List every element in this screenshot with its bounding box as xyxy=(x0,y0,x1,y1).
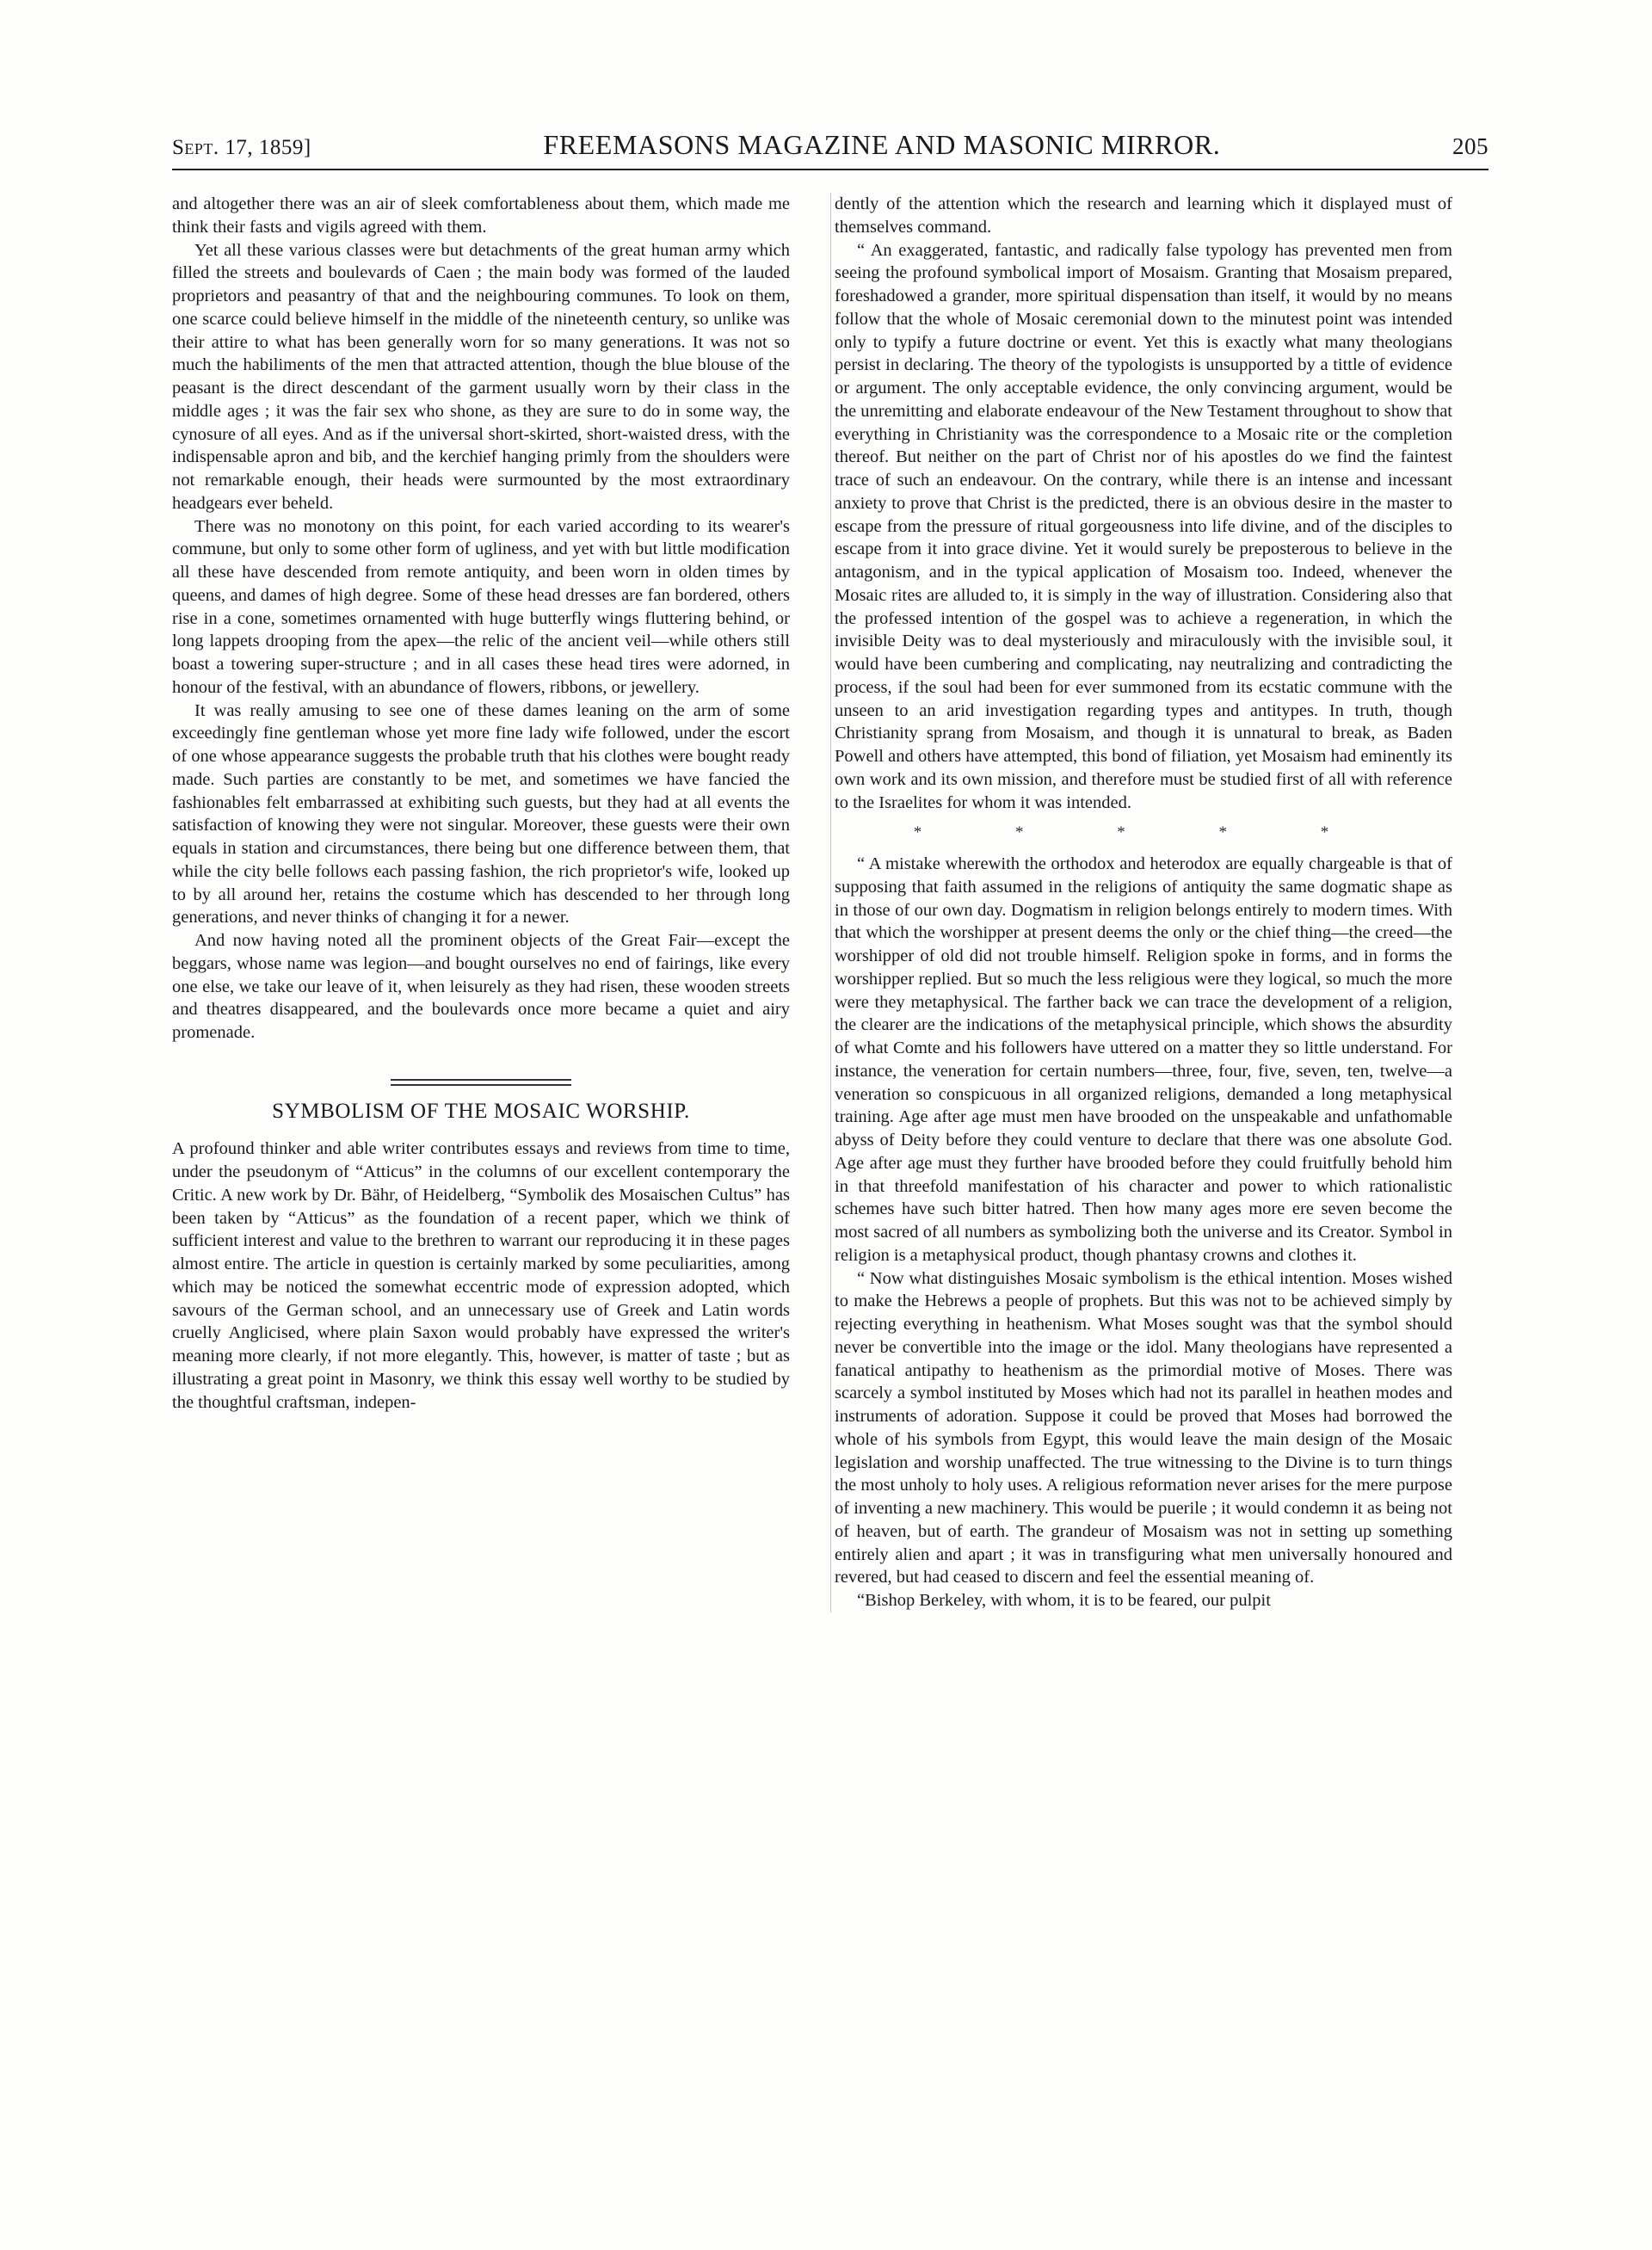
paragraph: “ Now what distinguishes Mosaic symbolism is the ethical intention. Moses wished to make the Hebrews a people of prophets. But this was not to be achieved simply by rejecting everything in heathenism. What Moses sought was that the symbol should never be convertible into the image or the idol. Many theologians have represented a fanatical antipathy to heathenism as the primordial motive of Moses. There was scarcely a symbol instituted by Moses which had not its parallel in heathen modes and instruments of adoration. Suppose it could be proved that Moses had borrowed the whole of his symbols from Egypt, this would leave the main design of the Mosaic legislation and worship unaffected. The true witnessing to the Divine is to turn things the most unholy to holy uses. A religious reformation never arises for the mere purpose of inventing a new machinery. This would be puerile ; it would condemn it as being not of heaven, but of earth. The grandeur of Mosaism was not in setting up something entirely alien and apart ; it was in transfiguring what men universally honoured and revered, but had ceased to discern and feel the essential meaning of. xyxy=(835,1268,1452,1587)
section-heading: SYMBOLISM OF THE MOSAIC WORSHIP. xyxy=(272,1099,690,1123)
paragraph: Yet all these various classes were but detachments of the great human army which filled the streets and boulevards of Caen ; the main body was formed of the lauded proprietors and peasantry of that and the neighbouring communes. To look on them, one scarce could believe himself in the middle of the nineteenth century, so unlike was their attire to what has been generally worn for so many generations. It was not so much the habiliments of the men that attracted attention, though the blue blouse of the peasant is the direct descendant of the garment usually worn by their class in the middle ages ; it was the fair sex who shone, as they are sure to do in some way, the cynosure of all eyes. And as if the universal short-skirted, short-waisted dress, with the indispensable apron and bib, and the kerchief hanging primly from the shoulders were not remarkable enough, their heads were surmounted by the most extraordinary headgears ever beheld. xyxy=(172,240,790,513)
paragraph: And now having noted all the prominent objects of the Great Fair—except the beggars, whose name was legion—and bought ourselves no end of fairings, like every one else, we take our leave of it, when leisurely as they had risen, these wooden streets and theatres disappeared, and the boulevards once more became a quiet and airy promenade. xyxy=(172,931,790,1042)
section-divider xyxy=(391,1079,571,1086)
paragraph: “Bishop Berkeley, with whom, it is to be feared, our pulpit xyxy=(857,1591,1271,1611)
paragraph: A profound thinker and able writer contributes essays and reviews from time to time, under the pseudonym of “Atticus” in the columns of our excellent contemporary the Critic. A new work by Dr. Bähr, of Heidelberg, “Symbolik des Mosaischen Cultus” has been taken by “Atticus” as the foundation of a recent paper, which we think of sufficient interest and value to the brethren to warrant our reproducing it in these pages almost entire. The article in question is certainly marked by some peculiarities, among which may be noticed the somewhat eccentric mode of expression adopted, which savours of the German school, and an unnecessary use of Greek and Latin words cruelly Anglicised, where plain Saxon would probably have expressed the writer's meaning more clearly, if not more elegantly. This, however, is matter of taste ; but as illustrating a great point in Masonry, we think this essay well worthy to be studied by the thoughtful craftsman, indepen- xyxy=(172,1139,790,1412)
paragraph: It was really amusing to see one of these dames leaning on the arm of some exceedingly fine gentleman whose yet more fine lady wife followed, under the escort of one whose appearance suggests the probable truth that his clothes were bought ready made. Such parties are constantly to be met, and sometimes we have fancied the fashionables felt embarrassed at exhibiting such guests, but they had at all events the satisfaction of knowing they were not singular. Moreover, these guests were their own equals in station and circumstances, there being but one difference between them, that while the city belle follows each passing fashion, the rich proprietor's wife, looked up to by all around her, retains the costume which has descended to her through long generations, and never thinks of changing it for a newer. xyxy=(172,700,790,928)
paragraph: and altogether there was an air of sleek comfortableness about them, which made me think their fasts and vigils agreed with them. xyxy=(172,194,790,237)
paragraph: There was no monotony on this point, for each varied according to its wearer's commune, but only to some other form of ugliness, and yet with but little modification all these have descended from remote antiquity, and been worn in olden times by queens, and dames of high degree. Some of these head dresses are fan bordered, others rise in a cone, sometimes ornamented with huge butterfly wings fluttering behind, or long lappets drooping from the apex—the relic of the ancient veil—while others still boast a towering super-structure ; and in all cases these head tires were adorned, in honour of the festival, with an abundance of flowers, ribbons, or jewellery. xyxy=(172,516,790,697)
paragraph: “ An exaggerated, fantastic, and radically false typology has prevented men from seeing the profound symbolical import of Mosaism. Granting that Mosaism prepared, foreshadowed a grander, more spiritual dispensation than itself, it would by no means follow that the whole of Mosaic ceremonial down to the minutest point was intended only to typify a future doctrine or event. Yet this is exactly what many theologians persist in declaring. The theory of the typologists is unsupported by a tittle of evidence or argument. The only acceptable evidence, the only convincing argument, would be the unremitting and elaborate endeavour of the New Testament throughout to show that everything in Christianity was the correspondence to a Mosaic rite or the completion thereof. But neither on the part of Christ nor of his apostles do we find the faintest trace of such an endeavour. On the contrary, while there is an intense and incessant anxiety to prove that Christ is the predicted, there is an obvious desire in the master to escape from the pressure of ritual gorgeousness into life divine, and of the disciples to escape from it into grace divine. Yet it would surely be preposterous to believe in the antagonism, and in the typical application of Mosaism too. Indeed, whenever the Mosaic rites are alluded to, it is simply in the way of illustration. Considering also that the professed intention of the gospel was to achieve a regeneration, in which the invisible Deity was to deal mysteriously and miraculously with the invisible soul, it would have been cumbering and complicating, nay neutralizing and contradicting the process, if the soul had been for ever summoned from its ecstatic commune with the unseen to an arid investigation regarding types and antitypes. In truth, though Christianity sprang from Mosaism, and though it is unnatural to break, as Baden Powell and others have attempted, this bond of filiation, yet Mosaism had eminently its own work and its own mission, and therefore must be studied first of all with reference to the Israelites for whom it was intended. xyxy=(835,240,1452,812)
running-header xyxy=(172,129,1489,161)
header-rule xyxy=(172,169,1489,170)
left-column xyxy=(172,193,812,1612)
header-date: Sept. 17, 1859] xyxy=(172,136,311,159)
paragraph: dently of the attention which the research and learning which it displayed must of themselves command. xyxy=(835,194,1452,237)
paragraph: “ A mistake wherewith the orthodox and heterodox are equally chargeable is that of supposing that faith assumed in the religions of antiquity the same dogmatic shape as in those of our own day. Dogmatism in religion belongs entirely to modern times. With that which the worshipper at present deems the only or the chief thing—the creed—the worshipper of old did not trouble himself. Religion spoke in forms, and in forms the worshipper replied. But so much the less religious were they logical, so much the more were they metaphysical. The farther back we can trace the development of a religion, the clearer are the indications of the metaphysical principle, which shows the absurdity of what Comte and his followers have uttered on a matter they so little understand. For instance, the veneration for certain numbers—three, four, five, seven, ten, twelve—a veneration so conspicuous in all organized religions, demanded a long metaphysical training. Age after age must men have brooded on the unspeakable and unfathomable abyss of Deity before they could venture to declare that there was one absolute God. Age after age must they further have brooded before they could fruitfully behold him in that threefold manifestation of his character and power to which rationalistic schemes have such bitter hatred. Then how many ages more ere seven become the most sacred of all numbers as symbolizing both the universe and its Creator. Symbol in religion is a metaphysical product, though phantasy crowns and clothes it. xyxy=(835,854,1452,1265)
page-content xyxy=(172,129,1489,1612)
page-number: 205 xyxy=(1452,133,1489,159)
asterisk-break: * * * * * xyxy=(913,823,1374,842)
page-title: FREEMASONS MAGAZINE AND MASONIC MIRROR. xyxy=(543,129,1221,160)
right-column xyxy=(812,193,1452,1612)
two-column-body xyxy=(172,193,1489,1612)
column-divider xyxy=(830,193,831,1612)
